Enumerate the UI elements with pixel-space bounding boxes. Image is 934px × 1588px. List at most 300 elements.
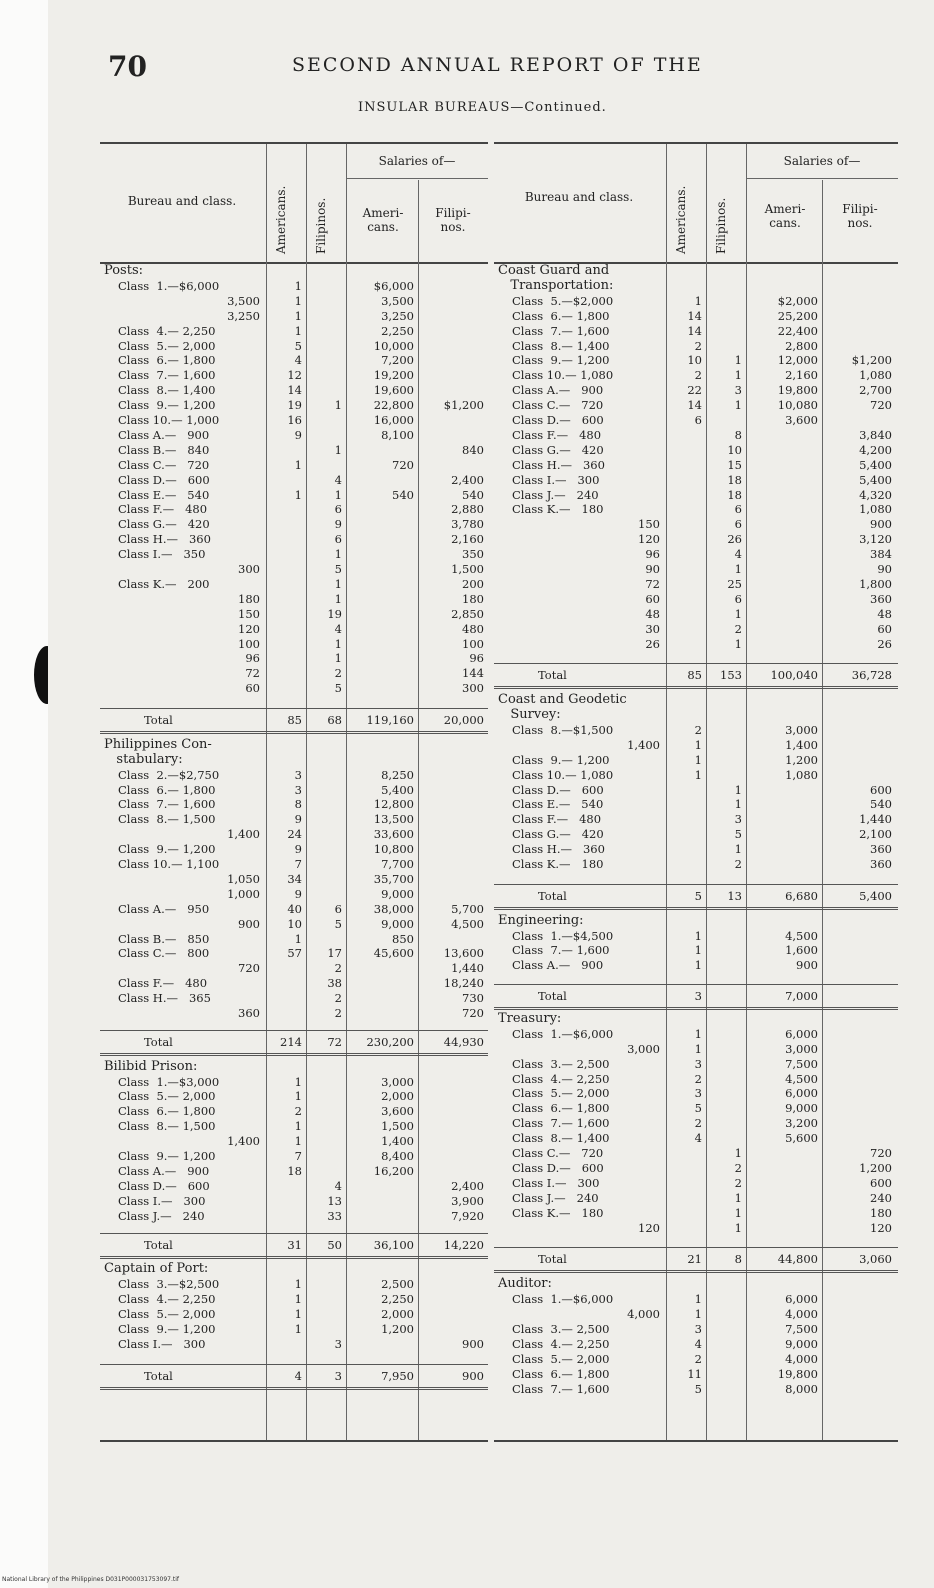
filipinos-salary: 3,120: [859, 532, 892, 547]
total-label: Total: [538, 888, 567, 903]
filipinos-salary: 7,920: [451, 1208, 484, 1223]
americans-salary: 6,680: [785, 888, 818, 903]
americans-count: 1: [294, 278, 302, 293]
section-heading-row: [494, 1277, 898, 1291]
filipinos-salary: 180: [870, 1205, 892, 1220]
table-row: [100, 502, 488, 516]
class-label: Class 3.— 2,500: [512, 1321, 610, 1336]
filipinos-count: 13: [727, 888, 742, 903]
americans-count: 1: [294, 1321, 302, 1336]
table-row: [494, 443, 898, 457]
class-label: Class 7.— 1,600: [512, 1381, 610, 1396]
americans-salary: 7,200: [381, 353, 414, 368]
table-row: [494, 398, 898, 412]
table-row: [494, 622, 898, 636]
total-row: [494, 663, 898, 689]
filipinos-salary: 144: [462, 666, 484, 681]
americans-count: 1: [294, 1134, 302, 1149]
filipinos-count: 2: [734, 621, 742, 636]
filipinos-salary: 2,400: [451, 472, 484, 487]
bureau-name: Coast and Geodetic: [498, 692, 627, 708]
table-row: [494, 458, 898, 472]
filipinos-count: 6: [334, 532, 342, 547]
running-head: SECOND ANNUAL REPORT OF THE: [292, 54, 703, 76]
section-heading-row: [100, 1060, 488, 1074]
americans-count: 1: [294, 308, 302, 323]
filipinos-salary: 1,440: [451, 961, 484, 976]
filipinos-salary: 96: [469, 651, 484, 666]
filipinos-count: 1: [734, 353, 742, 368]
filipinos-count: 9: [334, 517, 342, 532]
class-label: Class A.— 900: [118, 1163, 210, 1178]
americans-count: 11: [687, 1366, 702, 1381]
filipinos-salary: 900: [462, 1336, 484, 1351]
americans-count: 1: [694, 737, 702, 752]
header-line: cans.: [769, 216, 801, 230]
class-label: Class 5.— 2,000: [118, 1089, 216, 1104]
table-row: [100, 651, 488, 665]
table-row: [100, 1119, 488, 1133]
table-row: [494, 353, 898, 367]
filipinos-salary: 600: [870, 1175, 892, 1190]
class-label: Class E.— 540: [118, 487, 210, 502]
filipinos-count: 2: [734, 1160, 742, 1175]
americans-salary: $2,000: [777, 293, 818, 308]
americans-count: 1: [694, 1307, 702, 1321]
filipinos-count: 6: [334, 901, 342, 916]
table-row: [100, 1006, 488, 1020]
table-row: [494, 827, 898, 841]
filipinos-salary: 540: [870, 797, 892, 812]
table-row: [100, 324, 488, 338]
americans-count: 5: [694, 1381, 702, 1396]
table-row: [494, 428, 898, 442]
left-table-header: [100, 144, 488, 264]
americans-count: 3: [294, 782, 302, 797]
class-label: Class 4.— 2,250: [512, 1071, 610, 1086]
filipinos-salary: 3,900: [451, 1193, 484, 1208]
bureau-class-header: Bureau and class.: [127, 194, 237, 208]
americans-salary: 9,000: [785, 1101, 818, 1116]
table-row: [100, 1104, 488, 1118]
salaries-rule: [746, 178, 898, 179]
americans-count: 1: [294, 1292, 302, 1307]
class-label: Class 6.— 1,800: [118, 1104, 216, 1119]
total-row: [100, 708, 488, 734]
filipinos-count: 153: [720, 668, 742, 683]
class-label: Class I.— 300: [118, 1193, 206, 1208]
table-row: [100, 428, 488, 442]
class-label: Class 5.— 2,000: [118, 338, 216, 353]
table-row: [494, 768, 898, 782]
class-label: Class 5.— 2,000: [512, 1086, 610, 1101]
filipinos-salary: 720: [870, 1146, 892, 1161]
table-row: [100, 1194, 488, 1208]
americans-salary: 3,500: [381, 293, 414, 308]
table-row: [100, 872, 488, 886]
americans-count: 2: [694, 1116, 702, 1131]
americans-salary: 19,600: [373, 383, 414, 398]
americans-salary: 1,400: [381, 1134, 414, 1149]
table-row: [100, 917, 488, 931]
filipinos-salary: 5,400: [859, 888, 892, 903]
americans-count: 1: [294, 1089, 302, 1104]
americans-salary: 33,600: [373, 827, 414, 842]
americans-salary: 7,700: [381, 857, 414, 872]
filipinos-count: 2: [334, 1006, 342, 1021]
class-label: Class C.— 800: [118, 946, 210, 961]
filipinos-salary: 200: [462, 576, 484, 591]
americans-header: Americans.: [674, 185, 688, 254]
table-row: [494, 1352, 898, 1366]
filipinos-header: Filipinos.: [714, 197, 728, 254]
americans-salary: 3,000: [785, 722, 818, 737]
class-label: Class 5.— 2,000: [512, 1351, 610, 1366]
class-label: Class 3.— 2,500: [512, 1056, 610, 1071]
americans-count: 1: [294, 487, 302, 502]
filipinos-count: 8: [734, 1252, 742, 1267]
class-label: Class A.— 950: [118, 901, 210, 916]
filipinos-salary: 1,500: [451, 562, 484, 576]
americans-salary: 3,000: [381, 1074, 414, 1089]
americans-salary: 720: [392, 457, 414, 472]
americans-header: Americans.: [274, 185, 288, 254]
americans-salary: 2,000: [381, 1089, 414, 1104]
filipinos-count: 4: [334, 621, 342, 636]
class-label: Class 8.—$1,500: [512, 722, 614, 737]
americans-salary-header: [750, 202, 820, 230]
filipinos-count: 19: [327, 606, 342, 621]
class-label: 60: [245, 681, 260, 696]
filipinos-count: 1: [334, 487, 342, 502]
bureau-name: Auditor:: [498, 1276, 552, 1292]
americans-salary: 540: [392, 487, 414, 502]
filipinos-count: 1: [734, 1220, 742, 1235]
americans-salary: 25,200: [777, 308, 818, 323]
table-row: [100, 666, 488, 680]
class-label: Class 6.— 1,800: [118, 353, 216, 368]
class-label: 3,500: [227, 293, 260, 308]
table-row: [100, 488, 488, 502]
filipinos-salary: 900: [462, 1368, 484, 1383]
bureau-name: Engineering:: [498, 912, 584, 928]
filipinos-salary: 4,500: [451, 916, 484, 931]
filipinos-count: 72: [327, 1034, 342, 1049]
filipinos-count: 6: [334, 502, 342, 517]
table-row: [100, 681, 488, 695]
americans-salary: 5,600: [785, 1131, 818, 1146]
filipinos-count: 33: [327, 1208, 342, 1223]
americans-salary: 2,500: [381, 1277, 414, 1292]
americans-count: 14: [687, 308, 702, 323]
class-label: Class B.— 840: [118, 442, 210, 457]
table-row: [100, 1075, 488, 1089]
table-row: [494, 753, 898, 767]
class-label: Class 10.— 1,000: [118, 413, 220, 427]
filipinos-salary: 5,400: [859, 472, 892, 487]
americans-salary: 3,600: [381, 1104, 414, 1119]
table-row: [494, 592, 898, 606]
filipinos-count: 3: [734, 383, 742, 398]
americans-salary: 8,250: [381, 767, 414, 782]
table-subheading: INSULAR BUREAUS—Continued.: [358, 100, 607, 115]
class-label: Class A.— 900: [512, 383, 604, 398]
filipinos-header: Filipinos.: [314, 197, 328, 254]
class-label: Class D.— 600: [512, 782, 604, 797]
class-label: Class C.— 720: [512, 1146, 604, 1161]
americans-count: 214: [280, 1034, 302, 1049]
class-label: Class 5.—$2,000: [512, 293, 614, 308]
filipinos-count: 38: [327, 976, 342, 991]
americans-salary: 6,000: [785, 1086, 818, 1101]
scan-footer: National Library of the Philippines D031P000031753097.tif: [2, 1576, 180, 1583]
table-row: [494, 842, 898, 856]
filipinos-count: 4: [334, 1178, 342, 1193]
table-row: [494, 929, 898, 943]
americans-salary: 16,200: [373, 1163, 414, 1178]
table-row: [100, 562, 488, 576]
filipinos-count: 1: [734, 842, 742, 857]
table-row: [494, 1176, 898, 1190]
americans-count: 1: [694, 958, 702, 973]
class-label: 90: [645, 562, 660, 576]
americans-count: 31: [287, 1237, 302, 1252]
table-row: [100, 443, 488, 457]
class-label: Class 1.—$4,500: [512, 928, 614, 943]
table-row: [100, 413, 488, 427]
right-table-header: [494, 144, 898, 264]
filipinos-count: 1: [334, 547, 342, 562]
table-row: [100, 976, 488, 990]
filipinos-salary: 20,000: [443, 713, 484, 728]
filipinos-salary: $1,200: [443, 398, 484, 413]
filipinos-count: 18: [727, 472, 742, 487]
filipinos-salary: 1,080: [859, 502, 892, 517]
class-label: Class G.— 420: [512, 442, 604, 457]
class-label: Class F.— 480: [118, 976, 208, 991]
filipinos-count: 4: [334, 472, 342, 487]
table-row: [494, 637, 898, 651]
total-label: Total: [144, 1034, 173, 1049]
filipinos-count: 26: [727, 532, 742, 547]
americans-salary: 7,950: [381, 1368, 414, 1383]
filipinos-count: 1: [334, 636, 342, 651]
filipinos-count: 1: [334, 651, 342, 666]
filipinos-salary: 2,700: [859, 383, 892, 398]
class-label: Class 9.— 1,200: [118, 398, 216, 413]
americans-count: 1: [694, 1026, 702, 1041]
class-label: Class 8.— 1,400: [118, 383, 216, 398]
table-row: [494, 1042, 898, 1056]
salaries-header: Salaries of—: [378, 154, 456, 168]
class-label: Class J.— 240: [118, 1208, 205, 1223]
table-row: [100, 458, 488, 472]
right-table-body: [494, 264, 898, 1440]
filipinos-salary: 600: [870, 782, 892, 797]
class-label: 30: [645, 621, 660, 636]
class-label: Class 8.— 1,400: [512, 338, 610, 353]
americans-salary: 22,800: [373, 398, 414, 413]
class-label: Class H.— 360: [512, 457, 605, 472]
americans-count: 16: [287, 413, 302, 427]
americans-salary: 9,000: [381, 916, 414, 931]
americans-salary: 4,500: [785, 1071, 818, 1086]
table-row: [494, 339, 898, 353]
table-row: [494, 413, 898, 427]
header-line: nos.: [440, 220, 466, 234]
americans-count: 1: [294, 1277, 302, 1292]
americans-salary: 5,400: [381, 782, 414, 797]
americans-count: 3: [694, 1321, 702, 1336]
americans-count: 7: [294, 1149, 302, 1164]
filipinos-count: 17: [327, 946, 342, 961]
table-row: [494, 1131, 898, 1145]
table-row: [100, 607, 488, 621]
class-label: Class 6.— 1,800: [512, 1366, 610, 1381]
americans-salary: 1,500: [381, 1119, 414, 1134]
table-row: [494, 1307, 898, 1321]
americans-salary: 8,400: [381, 1149, 414, 1164]
header-line: Filipi-: [842, 202, 878, 216]
total-row: [494, 984, 898, 1010]
filipinos-count: 68: [327, 713, 342, 728]
americans-salary: 2,160: [785, 368, 818, 383]
class-label: 1,400: [227, 1134, 260, 1149]
class-label: 96: [645, 547, 660, 562]
americans-count: 34: [287, 871, 302, 886]
class-label: 48: [645, 606, 660, 621]
class-label: Class F.— 480: [512, 812, 602, 827]
filipinos-salary: 840: [462, 442, 484, 457]
class-label: Class 7.— 1,600: [512, 1116, 610, 1131]
filipinos-salary: 360: [870, 591, 892, 606]
americans-salary: 230,200: [366, 1034, 414, 1049]
class-label: Class F.— 480: [118, 502, 208, 517]
class-label: 1,000: [227, 886, 260, 901]
filipinos-count: 6: [734, 517, 742, 532]
page-number: 70: [108, 50, 147, 83]
filipinos-count: 1: [734, 636, 742, 651]
bureau-name: Survey:: [498, 707, 561, 723]
class-label: 4,000: [627, 1307, 660, 1321]
class-label: Class 6.— 1,800: [512, 308, 610, 323]
americans-salary: 3,200: [785, 1116, 818, 1131]
table-row: [100, 353, 488, 367]
table-row: [100, 946, 488, 960]
class-label: 300: [238, 562, 260, 576]
americans-salary: 7,000: [785, 988, 818, 1003]
class-label: Class 10.— 1,100: [118, 857, 220, 872]
filipinos-salary: 300: [462, 681, 484, 696]
americans-count: 1: [694, 293, 702, 308]
americans-salary: 35,700: [373, 871, 414, 886]
bureau-name: stabulary:: [104, 751, 183, 767]
total-row: [494, 884, 898, 910]
filipinos-salary: 120: [870, 1220, 892, 1235]
americans-count: 4: [694, 1336, 702, 1351]
americans-count: 1: [694, 1041, 702, 1056]
table-row: [494, 294, 898, 308]
table-row: [100, 1149, 488, 1163]
class-label: Class 7.— 1,600: [512, 943, 610, 958]
table-row: [494, 517, 898, 531]
filipinos-salary: 2,850: [451, 606, 484, 621]
class-label: 72: [645, 576, 660, 591]
table-row: [100, 547, 488, 561]
bureau-class-header: Bureau and class.: [524, 190, 634, 204]
filipinos-salary-header: [420, 206, 486, 234]
americans-count: 3: [694, 1086, 702, 1101]
class-label: 1,400: [227, 827, 260, 842]
americans-count: 2: [694, 1351, 702, 1366]
table-row: [100, 842, 488, 856]
americans-count: 4: [294, 353, 302, 368]
table-row: [100, 887, 488, 901]
americans-salary: 8,100: [381, 427, 414, 442]
filipinos-salary: 13,600: [443, 946, 484, 961]
table-row: [494, 943, 898, 957]
americans-salary: 4,000: [785, 1351, 818, 1366]
filipinos-count: 3: [334, 1368, 342, 1383]
class-label: 1,400: [627, 737, 660, 752]
americans-count: 1: [694, 943, 702, 958]
americans-salary: 1,080: [785, 767, 818, 782]
filipinos-salary: 2,400: [451, 1178, 484, 1193]
section-heading-row: [494, 708, 898, 722]
table-row: [494, 958, 898, 972]
class-label: Class J.— 240: [512, 487, 599, 502]
americans-count: 85: [687, 668, 702, 683]
table-row: [494, 368, 898, 382]
filipinos-salary: 100: [462, 636, 484, 651]
table-row: [100, 768, 488, 782]
filipinos-count: 1: [734, 1205, 742, 1220]
americans-salary: 45,600: [373, 946, 414, 961]
bureau-name: Captain of Port:: [104, 1261, 209, 1277]
class-label: Class 2.—$2,750: [118, 767, 220, 782]
class-label: Class 4.— 2,250: [118, 1292, 216, 1307]
filipinos-count: 1: [734, 562, 742, 576]
americans-count: 1: [294, 1307, 302, 1321]
americans-salary: 1,200: [785, 752, 818, 767]
table-row: [100, 279, 488, 293]
americans-count: 24: [287, 827, 302, 842]
filipinos-salary: 90: [877, 562, 892, 576]
table-row: [494, 1221, 898, 1235]
table-row: [494, 723, 898, 737]
class-label: Class D.— 600: [118, 1178, 210, 1193]
table-row: [100, 294, 488, 308]
americans-count: 9: [294, 812, 302, 827]
americans-count: 19: [287, 398, 302, 413]
table-row: [100, 1179, 488, 1193]
americans-salary: 2,800: [785, 338, 818, 353]
table-row: [100, 309, 488, 323]
table-row: [100, 398, 488, 412]
total-label: Total: [538, 1252, 567, 1267]
class-label: Class F.— 480: [512, 427, 602, 442]
class-label: Class 9.— 1,200: [118, 1149, 216, 1164]
table-row: [494, 1146, 898, 1160]
filipinos-salary: 360: [870, 842, 892, 857]
americans-count: 5: [694, 888, 702, 903]
class-label: Class E.— 540: [512, 797, 604, 812]
bureau-name: Philippines Con-: [104, 736, 212, 752]
americans-salary: 1,600: [785, 943, 818, 958]
class-label: Class 8.— 1,500: [118, 812, 216, 827]
class-label: Class H.— 360: [118, 532, 211, 547]
americans-count: 18: [287, 1163, 302, 1178]
